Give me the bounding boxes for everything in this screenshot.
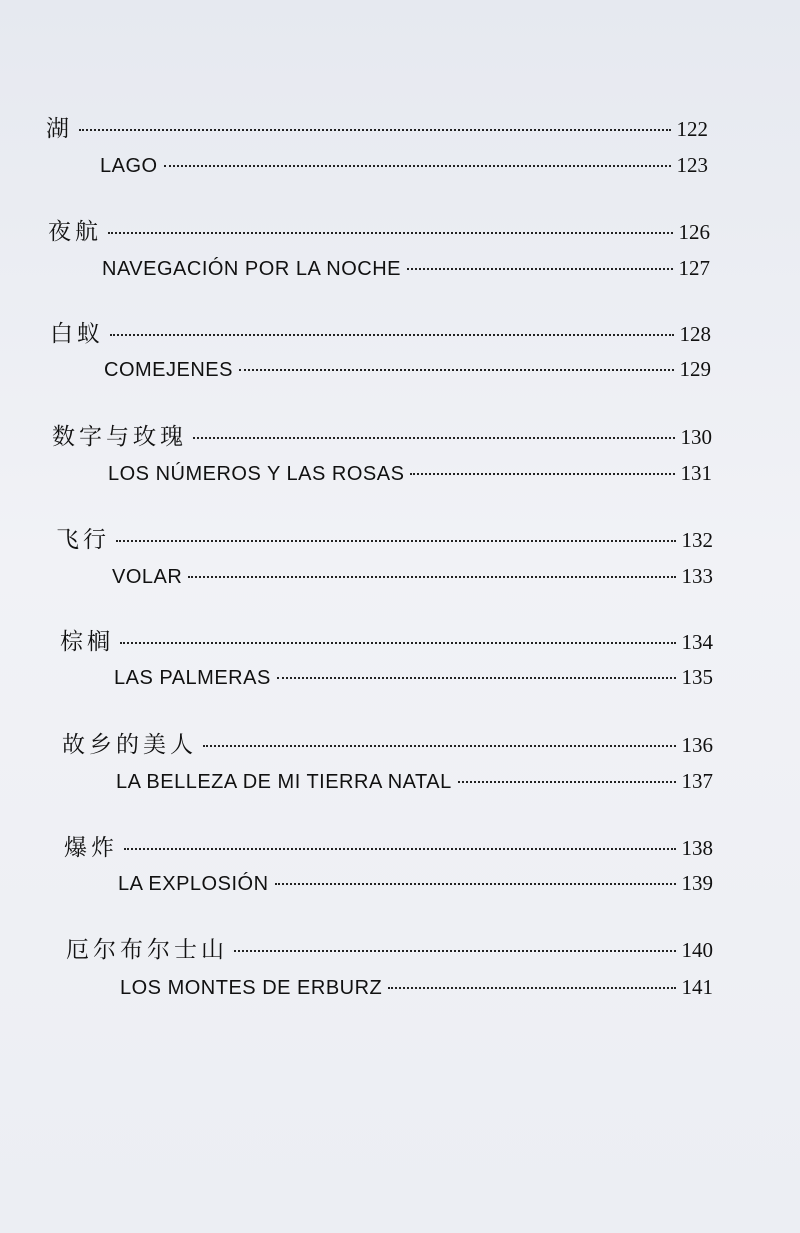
toc-entry bbox=[56, 521, 713, 554]
toc-entry-page: 137 bbox=[681, 769, 713, 793]
toc-entry-page: 141 bbox=[681, 975, 713, 999]
toc-entry bbox=[114, 665, 713, 690]
toc-entry bbox=[116, 769, 713, 794]
toc-entry-title: 白蚁 bbox=[50, 321, 104, 347]
toc-entry-title: 棕榈 bbox=[60, 629, 114, 655]
toc-entry bbox=[118, 871, 713, 896]
toc-entry-title: 湖 bbox=[46, 116, 73, 142]
toc-entry-page: 122 bbox=[676, 117, 708, 141]
toc-entry-title: NAVEGACIÓN POR LA NOCHE bbox=[102, 258, 401, 280]
toc-entry-page: 139 bbox=[681, 871, 713, 895]
toc-entry bbox=[104, 357, 711, 382]
toc-entry bbox=[66, 931, 713, 964]
toc-entry-title: COMEJENES bbox=[104, 359, 233, 381]
dot-leader bbox=[164, 165, 671, 167]
dot-leader bbox=[79, 129, 671, 131]
toc-entry bbox=[102, 256, 710, 281]
toc-entry bbox=[120, 975, 713, 1000]
dot-leader bbox=[277, 677, 676, 679]
toc-entry-page: 134 bbox=[681, 630, 713, 654]
toc-entry-page: 130 bbox=[680, 425, 712, 449]
dot-leader bbox=[407, 268, 673, 270]
toc-entry bbox=[112, 564, 713, 589]
dot-leader bbox=[116, 540, 676, 542]
toc-entry bbox=[50, 315, 711, 348]
toc-entry bbox=[52, 418, 712, 451]
toc-entry-title: 厄尔布尔士山 bbox=[66, 937, 228, 963]
toc-entry-title: LA EXPLOSIÓN bbox=[118, 873, 269, 895]
toc-entry-page: 132 bbox=[681, 528, 713, 552]
toc-entry-title: LA BELLEZA DE MI TIERRA NATAL bbox=[116, 771, 452, 793]
dot-leader bbox=[110, 334, 674, 336]
toc-entry-page: 135 bbox=[681, 665, 713, 689]
dot-leader bbox=[388, 987, 675, 989]
dot-leader bbox=[275, 883, 676, 885]
dot-leader bbox=[239, 369, 674, 371]
toc-entry-page: 138 bbox=[681, 836, 713, 860]
toc-entry-title: 夜航 bbox=[48, 219, 102, 245]
toc-entry-page: 140 bbox=[681, 938, 713, 962]
toc-entry-title: LOS NÚMEROS Y LAS ROSAS bbox=[108, 463, 405, 485]
toc-entry-page: 126 bbox=[678, 220, 710, 244]
toc-entry-title: LAS PALMERAS bbox=[114, 667, 271, 689]
dot-leader bbox=[458, 781, 676, 783]
dot-leader bbox=[234, 950, 676, 952]
dot-leader bbox=[124, 848, 676, 850]
dot-leader bbox=[203, 745, 676, 747]
toc-entry-page: 136 bbox=[681, 733, 713, 757]
toc-entry bbox=[62, 726, 713, 759]
toc-entry-page: 133 bbox=[681, 564, 713, 588]
toc-entry-page: 123 bbox=[676, 153, 708, 177]
toc-entry-page: 131 bbox=[680, 461, 712, 485]
toc-entry bbox=[60, 623, 713, 656]
dot-leader bbox=[120, 642, 676, 644]
toc-entry bbox=[48, 213, 710, 246]
toc-entry-title: 爆炸 bbox=[64, 835, 118, 861]
toc-entry-page: 127 bbox=[678, 256, 710, 280]
toc-entry bbox=[64, 829, 713, 862]
toc-entry bbox=[46, 110, 708, 143]
dot-leader bbox=[108, 232, 673, 234]
toc-entry bbox=[100, 153, 708, 178]
toc-entry-page: 129 bbox=[679, 357, 711, 381]
dot-leader bbox=[193, 437, 675, 439]
toc-entry-title: VOLAR bbox=[112, 566, 183, 588]
dot-leader bbox=[188, 576, 675, 578]
toc-entry bbox=[108, 461, 712, 486]
toc-entry-title: 飞行 bbox=[56, 527, 110, 553]
toc-entry-page: 128 bbox=[679, 322, 711, 346]
dot-leader bbox=[410, 473, 674, 475]
toc-entry-title: 数字与玫瑰 bbox=[52, 424, 187, 450]
toc-entry-title: 故乡的美人 bbox=[62, 732, 197, 758]
toc-entry-title: LOS MONTES DE ERBURZ bbox=[120, 977, 383, 999]
toc-entry-title: LAGO bbox=[100, 155, 158, 177]
